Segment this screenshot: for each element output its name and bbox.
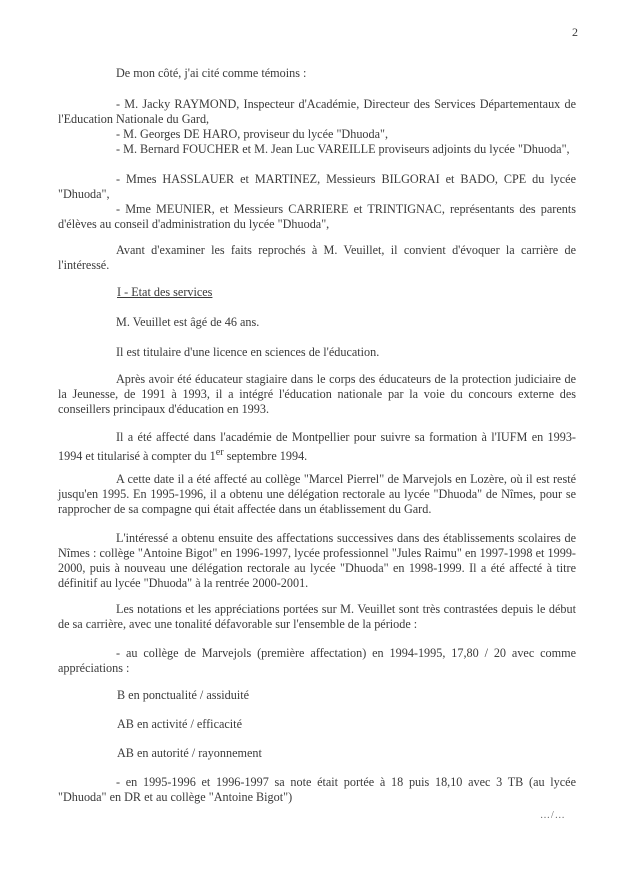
intro-paragraph: De mon côté, j'ai cité comme témoins : — [116, 66, 307, 80]
academie-text-end: septembre 1994. — [223, 449, 308, 464]
witness-item: - M. Bernard FOUCHER et M. Jean Luc VAREILLE proviseurs adjoints du lycée "Dhuoda", — [116, 142, 570, 156]
witness-item: - Mme MEUNIER, et Messieurs CARRIERE et TRINTIGNAC, représentants des parents d'élèves au conseil d'administration du lycée "Dhuoda", — [58, 202, 576, 231]
educateur-paragraph: Après avoir été éducateur stagiaire dans le corps des éducateurs de la protection judiciaire de la Jeunesse, de 1991 à 1993, il a intégré l'éducation nationale par la voie du concours externe des conseillers principaux d'éducation en 1993. — [58, 372, 576, 416]
witness-item: - M. Georges DE HARO, proviseur du lycée "Dhuoda", — [116, 127, 389, 141]
witness-item: - M. Jacky RAYMOND, Inspecteur d'Académie, Directeur des Services Départementaux de l'Education Nationale du Gard, — [58, 97, 576, 126]
page-number: 2 — [572, 25, 578, 39]
examen-paragraph: Avant d'examiner les faits reprochés à M. Veuillet, il convient d'évoquer la carrière de l'intéressé. — [58, 243, 576, 272]
superscript: er — [215, 447, 224, 458]
marvejols-paragraph: A cette date il a été affecté au collège "Marcel Pierrel" de Marvejols en Lozère, où il est resté jusqu'en 1995. En 1995-1996, il a obtenu une délégation rectorale au lycée "Dhuoda" de Nîmes, pour se rapprocher de sa compagne qui était affectée dans un établissement du Gard. — [58, 472, 576, 516]
appreciation-item: AB en activité / efficacité — [117, 717, 242, 731]
college-paragraph: - au collège de Marvejols (première affectation) en 1994-1995, 17,80 / 20 avec comme appréciations : — [58, 646, 576, 675]
academie-text: Il a été affecté dans l'académie de Montpellier pour suivre sa formation à l'IUFM en 1993-1994 et titularisé à compter du 1 — [58, 430, 576, 464]
note-1995-paragraph: - en 1995-1996 et 1996-1997 sa note était portée à 18 puis 18,10 avec 3 TB (au lycée "Dhuoda" en DR et au collège "Antoine Bigot") — [58, 775, 576, 804]
appreciation-item: AB en autorité / rayonnement — [117, 746, 262, 760]
age-paragraph: M. Veuillet est âgé de 46 ans. — [116, 315, 260, 329]
notations-paragraph: Les notations et les appréciations portées sur M. Veuillet sont très contrastées depuis le début de sa carrière, avec une tonalité défavorable sur l'ensemble de la période : — [58, 602, 576, 631]
licence-paragraph: Il est titulaire d'une licence en sciences de l'éducation. — [116, 345, 380, 359]
continuation-mark: …/… — [540, 810, 566, 821]
section-heading: I - Etat des services — [117, 285, 213, 299]
appreciation-item: B en ponctualité / assiduité — [117, 688, 250, 702]
affectations-paragraph: L'intéressé a obtenu ensuite des affectations successives dans des établissements scolaires de Nîmes : collège "Antoine Bigot" en 1996-1997, lycée professionnel "Jules Raimu" en 1997-1998 et 1999-2000, puis à nouveau une délégation rectorale au lycée "Dhuoda" en 1998-1999. Il a été affecté à titre définitif au lycée "Dhuoda" à la rentrée 2000-2001. — [58, 531, 576, 590]
witness-item: - Mmes HASSLAUER et MARTINEZ, Messieurs BILGORAI et BADO, CPE du lycée "Dhuoda", — [58, 172, 576, 201]
academie-paragraph — [58, 430, 576, 464]
